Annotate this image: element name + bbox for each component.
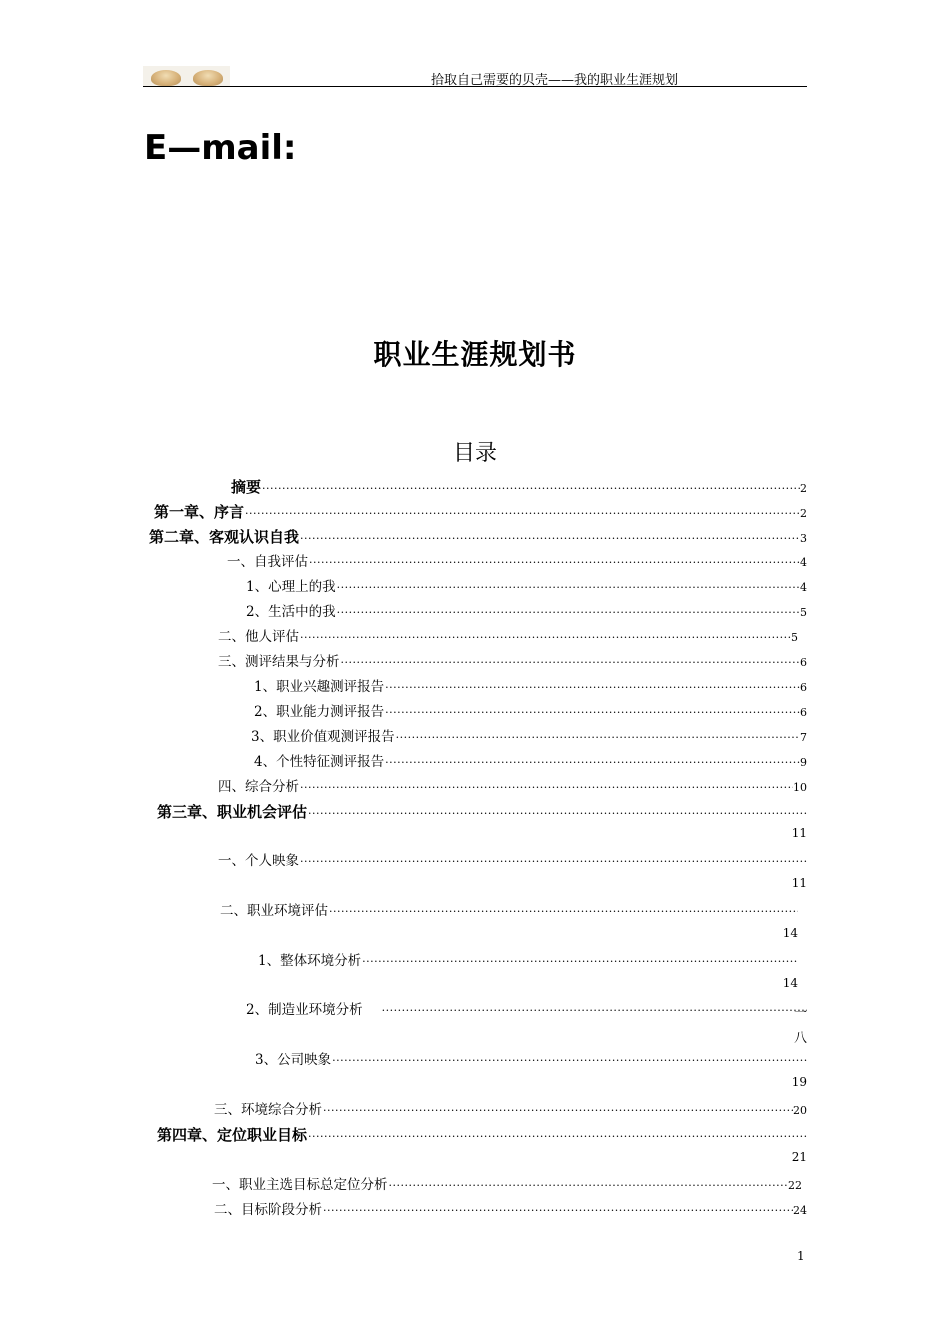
toc-entry-label: 二、目标阶段分析 [214,1202,322,1218]
toc-title: 目录 [452,441,497,466]
toc-leader-dots [329,903,798,921]
toc-entry-label: 二、职业环境评估 [220,903,328,919]
seashell-icon [143,66,230,87]
toc-entry-label: 2、制造业环境分析 [246,1002,363,1018]
toc-entry-page: 24 [793,1204,807,1217]
toc-leader-dots [308,805,807,823]
header-rule [143,86,807,87]
toc-leader-dots [323,1102,793,1120]
page-number: 1 [797,1249,805,1263]
toc-entry-page: 19 [791,1075,807,1089]
toc-entry-chapter-2[interactable] [149,528,807,548]
toc-entry-chapter-1[interactable] [154,503,807,523]
toc-entry-label: 四、综合分析 [218,779,299,795]
toc-leader-dots [262,480,800,498]
toc-entry-page: 4 [800,581,807,594]
toc-leader-dots [308,1128,807,1146]
toc-entry-page: 21 [791,1150,807,1164]
toc-entry[interactable] [254,678,807,697]
toc-entry-page: 9 [800,756,807,769]
toc-entry-abstract[interactable] [231,478,807,498]
toc-entry-label: 第四章、定位职业目标 [157,1126,308,1144]
toc-entry-label: 4、个性特征测评报告 [254,754,385,770]
toc-entry[interactable] [218,628,798,647]
toc-entry-page: 5 [800,606,807,619]
toc-entry-page: 6 [800,681,807,694]
toc-leader-dots [337,579,800,597]
toc-entry-page: 5 [791,631,798,644]
toc-entry-chapter-4[interactable] [157,1126,807,1146]
toc-entry[interactable] [218,778,807,797]
toc-entry-page: 6 [800,656,807,669]
toc-entry-chapter-3[interactable] [157,803,807,823]
toc-leader-dots [300,779,793,797]
toc-leader-dots [396,729,800,747]
toc-entry[interactable] [214,1201,807,1220]
toc-entry-page: 14 [782,926,798,940]
toc-entry-page: 7 [800,731,807,744]
toc-leader-dots [341,654,801,672]
toc-leader-dots [337,604,800,622]
toc-entry-page: 11 [791,876,807,890]
shell-left-icon [151,70,181,86]
toc-entry-label: 一、自我评估 [227,554,308,570]
toc-entry-label: 一、职业主选目标总定位分析 [212,1177,388,1193]
toc-entry-label: 第二章、客观认识自我 [149,528,300,546]
toc-entry[interactable] [212,1176,802,1195]
toc-entry-page: 11 [791,826,807,840]
toc-entry[interactable] [258,952,798,971]
toc-entry-label: 第三章、职业机会评估 [157,803,308,821]
document-title: 职业生涯规划书 [373,338,577,371]
toc-entry-label: 2、生活中的我 [246,604,336,620]
toc-entry-label: 1、整体环境分析 [258,953,362,969]
toc-entry-label: 三、环境综合分析 [214,1102,322,1118]
toc-entry[interactable] [246,603,807,622]
email-label: E—mail: [144,128,297,168]
toc-entry-label: 一、个人映象 [218,853,299,869]
toc-entry-label: 三、测评结果与分析 [218,654,340,670]
toc-leader-dots [332,1052,807,1070]
toc-leader-dots [323,1202,793,1220]
toc-leader-dots [385,754,800,772]
toc-entry-label: 2、职业能力测评报告 [254,704,385,720]
toc-leader-dots [300,530,800,548]
toc-leader-dots [245,505,800,523]
toc-entry-label: 1、职业兴趣测评报告 [254,679,385,695]
toc-entry-label: 3、公司映象 [255,1052,332,1068]
toc-leader-dots [389,1177,789,1195]
toc-entry-label: 摘要 [231,478,262,496]
toc-entry-page: 4 [800,556,807,569]
toc-entry[interactable] [246,578,807,597]
toc-entry[interactable] [218,852,807,871]
toc-leader-dots [385,679,800,697]
running-header-title: 拾取自己需要的贝壳——我的职业生涯规划 [431,73,679,88]
toc-entry-page: 14 [782,976,798,990]
toc-entry-page: 10 [793,781,807,794]
toc-entry-page: 6 [800,706,807,719]
toc-entry-page: 22 [788,1179,802,1192]
toc-leader-dots [309,554,800,572]
toc-entry-label: 二、他人评估 [218,629,299,645]
toc-entry-label: 3、职业价值观测评报告 [251,729,395,745]
toc-entry-label: 1、心理上的我 [246,579,336,595]
toc-entry[interactable] [254,753,807,772]
shell-right-icon [193,70,223,86]
toc-entry-page: 一 八 [793,1006,807,1046]
toc-entry-page: 2 [800,507,807,520]
toc-entry[interactable] [214,1101,807,1120]
toc-leader-dots [300,629,791,647]
toc-entry[interactable] [227,553,807,572]
toc-entry-page: 3 [800,532,807,545]
toc-entry[interactable] [255,1051,807,1070]
toc-entry[interactable] [251,728,807,747]
toc-leader-dots [385,704,800,722]
toc-entry-page: 20 [793,1104,807,1117]
toc-entry-label: 第一章、序言 [154,503,245,521]
toc-entry-page: 2 [800,482,807,495]
toc-entry[interactable] [254,703,807,722]
toc-entry[interactable] [220,902,798,921]
toc-leader-dots [300,853,807,871]
toc-entry[interactable] [218,653,807,672]
toc-leader-dots [362,953,798,971]
